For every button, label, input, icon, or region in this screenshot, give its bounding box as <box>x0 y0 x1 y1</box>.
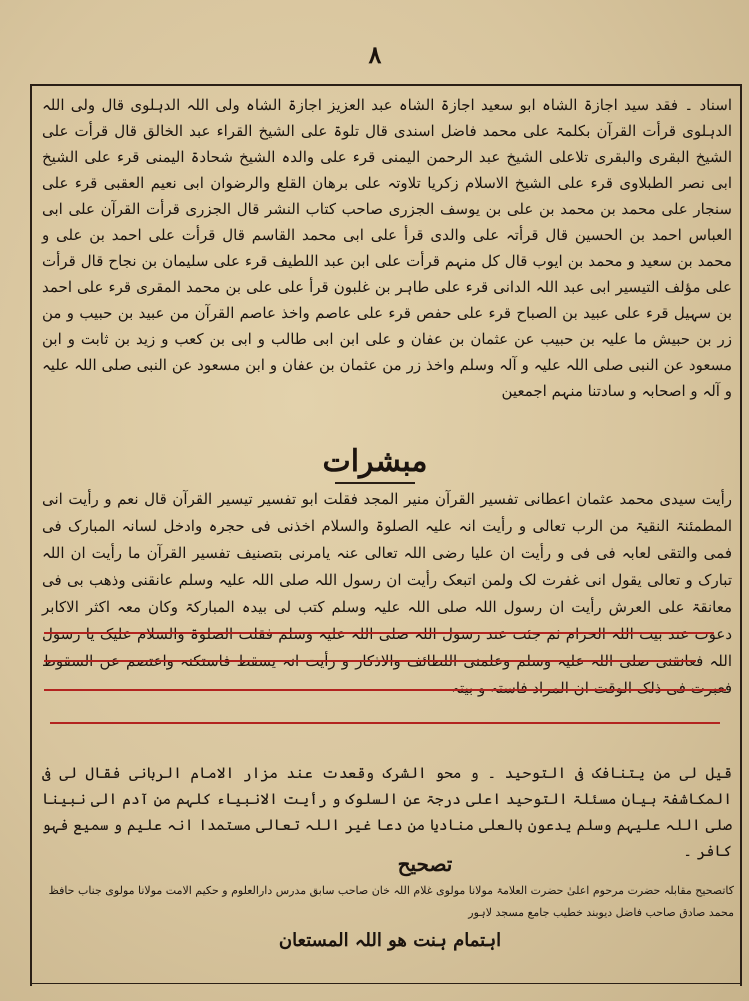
page-number: ۸ <box>368 40 382 69</box>
correction-heading: تصحیح <box>397 852 453 876</box>
endorsement-text: کاتصحیح مقابلہ حضرت مرحوم اعلیٰ حضرت العلامۃ مولانا مولوی غلام اللہ خان صاحب سابق مدرس دارالعلوم و حکیم الامت مولانا مولوی جناب حافظ محمد صادق صاحب فاضل دیوبند خطیب جامع مسجد لاہور <box>48 884 734 919</box>
red-underline-2 <box>44 660 696 662</box>
tawhid-paragraph: قیل لی من یتنافک فی التوحید ۔ و محو الشرک وقعدت عند مزار الامام الربانی فقال لی فی المکاشفۃ بیان مسئلۃ التوحید اعلی درجۃ عن السلوک و رأیت الانبیاء کلہم من آدم الی نبینا صلی اللہ علیہم وسلم یدعون بالعلی منادیا من دعا غیر اللہ تعالی مستمدا انہ علیم و سمیع فہو کافر ۔ <box>42 764 732 860</box>
red-underline-1 <box>44 632 714 634</box>
publisher-line: اہتمام ہنت ھو اللہ المستعان <box>278 930 502 951</box>
heading-underline <box>335 482 415 484</box>
page-frame-bottom <box>30 983 742 984</box>
red-underline-3 <box>44 689 726 691</box>
section-heading: مبشرات <box>322 444 428 479</box>
dreams-paragraph: رأیت سیدی محمد عثمان اعطانی تفسیر القرآن منیر المجد فقلت ابو تفسیر تیسیر القرآن قال نعم و رأیت انی المطمئنۃ النقیۃ من الرب تعالی و رأیت انہ علیہ الصلوۃ والسلام اخذنی فی حجرہ وادخل لسانہ المبارک فی فمی والتقی لعابہ فی فی و رأیت ان علیا رضی اللہ تعالی عنہ یامرنی بتصنیف تفسیر القرآن ما رأیت ان اللہ تبارک و تعالی یقول انی غفرت لک ولمن اتبعک رأیت ان رسول اللہ صلی اللہ علیہ وسلم عانقنی وذھب بی فی معانقۃ علی العرش رأیت ان رسول اللہ صلی اللہ علیہ وسلم کتب لی بیدہ المبارکۃ وکان معہ اکثر الاکابر دعوت عند بیت اللہ الحرام ثم جئت عند رسول اللہ صلی اللہ علیہ وسلم فقلت الصلوۃ والسلام علیک یا رسول اللہ فعانقنی صلی اللہ علیہ وسلم وعلمنی اللطائف والاذکار و رأیت انہ یسقط فاستکنہ واعتصم عن السقوط فعبرت فی ذلک الوقت ان المراد فاستہ و بیتہ <box>42 490 732 697</box>
red-underline-4 <box>50 722 720 724</box>
isnad-paragraph: اسناد ۔ فقد سید اجازۃ الشاہ ابو سعید اجازۃ الشاہ عبد العزیز اجازۃ الشاہ ولی اللہ الدہلوی قال ولی اللہ الدہلوی قرأت القرآن بکلمۃ علی محمد فاضل اسندی قال تلوۃ علی الشیخ القراء عبد الخالق قال قرأت علی الشیخ البقری والبقری تلاعلی الشیخ عبد الرحمن الیمنی قرء علی والدہ الشیخ شحادۃ الیمنی قرء علی الشیخ ابی نصر الطبلاوی قرء علی الشیخ الاسلام زکریا تلاوتہ علی برھان القلع والرضوان ابی نعیم العقبی قرء علی سنجار علی محمد بن محمد بن علی بن یوسف الجزری صاحب کتاب النشر قال الجزری قرأت القرآن علی ابی العباس احمد بن الحسین قال قرأتہ علی والدی قرأ علی ابی محمد القاسم قال قرأت علی احمد بن علی و محمد بن سعید و محمد بن ایوب قال کل منہم قرأت علی ابن عبد اللطیف قرء علی سلیمان بن نجاح قال قرأت علی مؤلف التیسیر ابی عبد اللہ الدانی قرء علی طاہر بن غلبون قرأ علی علی بن محمد المقری قرء علی احمد بن سہیل قرء علی عبید بن الصباح قرء علی حفص قرء علی عاصم واخذ عاصم القرآن من عبید بن حبیب و من زر بن حبیش ما علیہ بن حبیب عن عثمان بن عفان و علی ابن ابی طالب و ابی بن کعب و زید بن ثابت و ابن مسعود عن النبی صلی اللہ علیہ و آلہ وسلم واخذ زر من عثمان بن عفان و ابن مسعود عن النبی صلی اللہ علیہ و آلہ و اصحابہ و سادتنا منہم اجمعین <box>42 96 732 400</box>
